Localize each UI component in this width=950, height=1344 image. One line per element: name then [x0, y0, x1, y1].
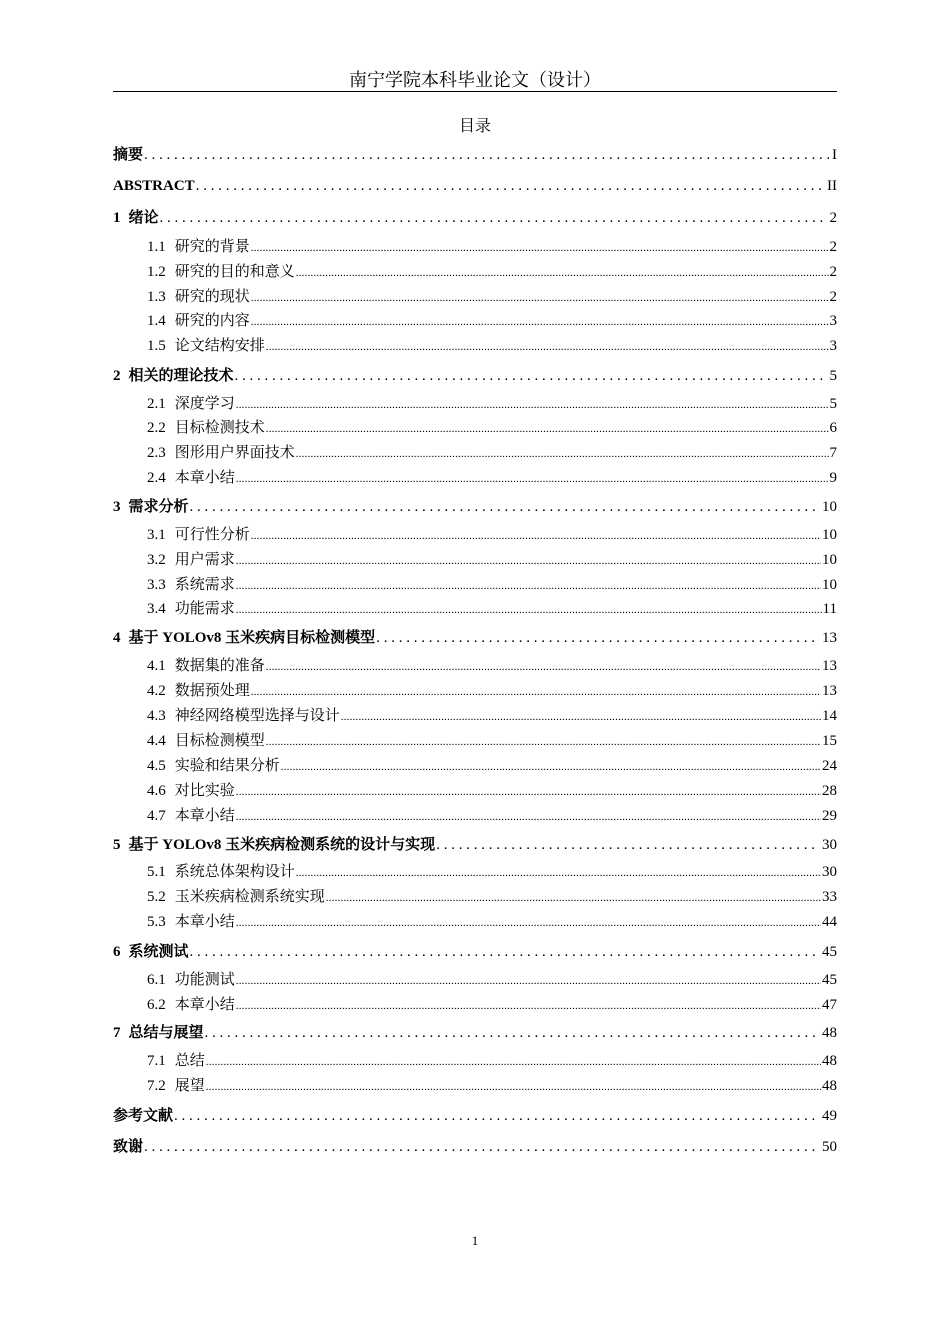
dot-leader: [206, 1076, 821, 1097]
toc-entry-label: [147, 418, 265, 438]
toc-entry-number: 3.3: [147, 577, 166, 593]
page-number: 1: [471, 1233, 479, 1248]
dot-leader: [236, 550, 821, 571]
toc-entry-number: 2: [113, 368, 121, 384]
toc-entry-page: 14: [822, 708, 837, 724]
toc-entry[interactable]: [113, 1137, 837, 1157]
toc-entry-text: 本章小结: [174, 997, 235, 1013]
dot-leader: [266, 731, 821, 752]
toc-entry-text: 相关的理论技术: [128, 368, 234, 384]
toc-entry-page: II: [827, 178, 837, 194]
toc-entry-label: [113, 628, 375, 648]
toc-entry-label: [113, 1023, 204, 1043]
toc-entry-label: [113, 835, 435, 855]
toc-entry-number: 2.4: [147, 470, 166, 486]
toc-entry[interactable]: [147, 418, 837, 439]
toc-entry-text: 总结与展望: [128, 1025, 204, 1041]
toc-entry[interactable]: [113, 942, 837, 962]
toc-entry-label: [147, 681, 250, 701]
dot-leader: [144, 145, 829, 165]
toc-entry-number: 1.4: [147, 313, 166, 329]
toc-entry-text: 研究的内容: [174, 313, 250, 329]
toc-entry[interactable]: [147, 550, 837, 571]
dot-leader: [296, 443, 829, 464]
dot-leader: [436, 835, 819, 855]
toc-entry-page: 2: [829, 239, 837, 255]
toc-entry-number: 6.2: [147, 997, 166, 1013]
toc-entry[interactable]: [147, 995, 837, 1016]
toc-entry-label: [147, 336, 265, 356]
dot-leader: [236, 468, 829, 489]
dot-leader: [236, 781, 821, 802]
toc-entry-text: 研究的目的和意义: [174, 264, 295, 280]
toc-entry-page: 50: [822, 1139, 837, 1155]
toc-entry-page: 13: [822, 658, 837, 674]
dot-leader: [236, 575, 821, 596]
toc-entry-label: [113, 366, 234, 386]
toc-entry-text: 基于 YOLOv8 玉米疾病目标检测模型: [128, 630, 376, 646]
toc-entry-page: 10: [822, 552, 837, 568]
dot-leader: [190, 497, 819, 517]
toc-entry-number: 1: [113, 210, 121, 226]
toc-entry-text: 基于 YOLOv8 玉米疾病检测系统的设计与实现: [128, 837, 436, 853]
dot-leader: [236, 394, 829, 415]
dot-leader: [144, 1137, 819, 1157]
toc-entry-page: 3: [829, 338, 837, 354]
toc-entry[interactable]: [147, 311, 837, 332]
toc-entry-label: [147, 599, 235, 619]
toc-entry-text: 绪论: [128, 210, 159, 226]
dot-leader: [236, 970, 821, 991]
toc-entry-label: [147, 443, 295, 463]
toc-entry[interactable]: [147, 656, 837, 677]
toc-entry[interactable]: [113, 497, 837, 517]
toc-entry[interactable]: [113, 835, 837, 855]
toc-entry-number: 7: [113, 1025, 121, 1041]
dot-leader: [190, 942, 819, 962]
toc-entry[interactable]: [147, 394, 837, 415]
toc-entry-label: [147, 262, 295, 282]
toc-entry-page: 2: [829, 264, 837, 280]
toc-entry-label: [147, 237, 250, 257]
dot-leader: [236, 995, 821, 1016]
toc-entry-label: [147, 1076, 205, 1096]
toc-entry-text: 玉米疾病检测系统实现: [174, 889, 325, 905]
toc-entry[interactable]: [147, 262, 837, 283]
toc-entry-label: [147, 706, 340, 726]
toc-entry-page: 2: [829, 289, 837, 305]
toc-entry-number: 3.4: [147, 601, 166, 617]
toc-entry[interactable]: [113, 628, 837, 648]
toc-title: 目录: [458, 118, 491, 135]
toc-entry-page: 30: [822, 837, 837, 853]
toc-entry-text: 需求分析: [128, 499, 189, 515]
toc-entry-text: 致谢: [113, 1139, 144, 1155]
toc-entry-page: 48: [822, 1025, 837, 1041]
toc-entry-text: 可行性分析: [174, 527, 250, 543]
toc-entry[interactable]: [147, 525, 837, 546]
toc-entry-label: [147, 311, 250, 331]
dot-leader: [206, 1051, 821, 1072]
toc-entry-page: 24: [822, 758, 837, 774]
dot-leader: [236, 912, 821, 933]
toc-entry[interactable]: [147, 599, 837, 620]
toc-entry-number: 4.5: [147, 758, 166, 774]
toc-entry[interactable]: [147, 706, 837, 727]
toc-entry-number: 2.1: [147, 396, 166, 412]
toc-entry-text: 数据预处理: [174, 683, 250, 699]
toc-entry-label: [147, 731, 265, 751]
toc-entry-label: [147, 656, 265, 676]
toc-entry-page: 30: [822, 864, 837, 880]
toc-entry[interactable]: [147, 862, 837, 883]
dot-leader: [236, 806, 821, 827]
toc-entry-number: 6: [113, 944, 121, 960]
toc-entry-number: 5.3: [147, 914, 166, 930]
toc-entry-page: 49: [822, 1108, 837, 1124]
toc-entry-text: 本章小结: [174, 470, 235, 486]
toc-entry[interactable]: [113, 1106, 837, 1126]
toc-entry-text: 图形用户界面技术: [174, 445, 295, 461]
toc-entry-number: 3.1: [147, 527, 166, 543]
toc-entry-page: 10: [822, 577, 837, 593]
toc-entry[interactable]: [147, 887, 837, 908]
toc-entry-number: 5: [113, 837, 121, 853]
toc-entry-label: [147, 781, 235, 801]
toc-entry-number: 6.1: [147, 972, 166, 988]
toc-entry[interactable]: [147, 970, 837, 991]
toc-entry-number: 4.1: [147, 658, 166, 674]
toc-entry-page: 5: [829, 368, 837, 384]
toc-entry-text: 目标检测技术: [174, 420, 265, 436]
toc-entry[interactable]: [147, 756, 837, 777]
toc-entry-label: [147, 287, 250, 307]
toc-entry[interactable]: [147, 1051, 837, 1072]
toc-entry[interactable]: [147, 731, 837, 752]
toc-entry-number: 4.3: [147, 708, 166, 724]
dot-leader: [376, 628, 819, 648]
toc-entry-number: 7.1: [147, 1053, 166, 1069]
toc-entry-text: 目标检测模型: [174, 733, 265, 749]
toc-entry[interactable]: [113, 208, 837, 228]
toc-entry-number: 1.1: [147, 239, 166, 255]
toc-entry-label: [113, 208, 159, 228]
toc-entry-label: [147, 756, 280, 776]
toc-entry-number: 2.2: [147, 420, 166, 436]
toc-entry-text: 系统测试: [128, 944, 189, 960]
toc-entry-page: 7: [829, 445, 837, 461]
dot-leader: [266, 336, 829, 357]
dot-leader: [174, 1106, 819, 1126]
toc-entry[interactable]: [113, 1023, 837, 1043]
toc-entry-number: 3: [113, 499, 121, 515]
toc-entry-number: 1.3: [147, 289, 166, 305]
toc-entry-text: 本章小结: [174, 914, 235, 930]
toc-entry[interactable]: [147, 912, 837, 933]
toc-entry-text: 功能需求: [174, 601, 235, 617]
toc-entry-page: 10: [822, 527, 837, 543]
toc-entry-text: 参考文献: [113, 1108, 174, 1124]
toc-entry-page: 2: [829, 210, 837, 226]
toc-entry-text: 对比实验: [174, 783, 235, 799]
toc-entry-page: 3: [829, 313, 837, 329]
toc-entry-page: 44: [822, 914, 837, 930]
dot-leader: [341, 706, 821, 727]
toc-entry-text: 论文结构安排: [174, 338, 265, 354]
toc-entry-label: [113, 145, 143, 165]
toc-entry-text: 展望: [174, 1078, 205, 1094]
toc-entry-page: 33: [822, 889, 837, 905]
toc-entry-label: [113, 942, 189, 962]
toc-entry-page: 45: [822, 972, 837, 988]
dot-leader: [236, 599, 822, 620]
toc-entry[interactable]: [113, 176, 837, 196]
toc-entry-label: [147, 1051, 205, 1071]
toc-entry-label: [113, 497, 189, 517]
toc-entry-page: 6: [829, 420, 837, 436]
toc-entry-page: 13: [822, 683, 837, 699]
toc-entry-number: 1.5: [147, 338, 166, 354]
toc-entry[interactable]: [113, 366, 837, 386]
toc-entry-text: 深度学习: [174, 396, 235, 412]
toc-entry-number: 7.2: [147, 1078, 166, 1094]
toc-entry-label: [147, 887, 325, 907]
toc-entry-text: 功能测试: [174, 972, 235, 988]
toc-entry-number: 4.6: [147, 783, 166, 799]
toc-entry-text: 研究的背景: [174, 239, 250, 255]
dot-leader: [266, 656, 821, 677]
dot-leader: [160, 208, 827, 228]
dot-leader: [281, 756, 821, 777]
toc-entry[interactable]: [147, 443, 837, 464]
toc-entry-label: [147, 995, 235, 1015]
toc-entry-number: 4.2: [147, 683, 166, 699]
toc-entry-label: [113, 1106, 173, 1126]
toc-entry[interactable]: [147, 468, 837, 489]
toc-entry-label: [147, 862, 295, 882]
dot-leader: [196, 176, 824, 196]
dot-leader: [235, 366, 827, 386]
toc-entry-page: 9: [829, 470, 837, 486]
toc-entry-number: 4: [113, 630, 121, 646]
dot-leader: [251, 311, 829, 332]
toc-entry-text: 系统总体架构设计: [174, 864, 295, 880]
toc-entry-label: [113, 1137, 143, 1157]
dot-leader: [251, 237, 829, 258]
toc-entry-label: [147, 575, 235, 595]
dot-leader: [326, 887, 821, 908]
toc-entry-page: 29: [822, 808, 837, 824]
toc-entry-page: 5: [829, 396, 837, 412]
toc-entry-text: ABSTRACT: [113, 178, 195, 194]
toc-entry[interactable]: [147, 287, 837, 308]
toc-entry-page: 13: [822, 630, 837, 646]
toc-entry[interactable]: [147, 681, 837, 702]
toc-entry-text: 实验和结果分析: [174, 758, 280, 774]
toc-entry-label: [147, 468, 235, 488]
toc-entry-text: 研究的现状: [174, 289, 250, 305]
toc-entry-number: 5.2: [147, 889, 166, 905]
toc-entry-number: 4.7: [147, 808, 166, 824]
toc-entry-page: I: [832, 147, 837, 163]
toc-entry-label: [113, 176, 195, 196]
toc-entry-page: 11: [822, 601, 837, 617]
toc-entry-label: [147, 806, 235, 826]
toc-entry[interactable]: [147, 1076, 837, 1097]
toc-entry-text: 总结: [174, 1053, 205, 1069]
toc-entry-label: [147, 394, 235, 414]
toc-entry-text: 系统需求: [174, 577, 235, 593]
toc-entry-page: 10: [822, 499, 837, 515]
dot-leader: [251, 681, 821, 702]
toc-entry-number: 5.1: [147, 864, 166, 880]
dot-leader: [296, 262, 829, 283]
toc-entry-page: 45: [822, 944, 837, 960]
dot-leader: [251, 525, 821, 546]
toc-entry-text: 神经网络模型选择与设计: [174, 708, 340, 724]
toc-entry-page: 48: [822, 1053, 837, 1069]
toc-entry-number: 4.4: [147, 733, 166, 749]
toc-entry-number: 1.2: [147, 264, 166, 280]
toc-entry-number: 2.3: [147, 445, 166, 461]
toc-entry-page: 48: [822, 1078, 837, 1094]
toc-entry-label: [147, 525, 250, 545]
dot-leader: [251, 287, 829, 308]
page-header: 南宁学院本科毕业论文（设计）: [349, 70, 601, 90]
toc-entry[interactable]: [147, 781, 837, 802]
toc-entry[interactable]: [147, 806, 837, 827]
toc-entry-page: 15: [822, 733, 837, 749]
dot-leader: [296, 862, 821, 883]
toc-entry[interactable]: [113, 145, 837, 165]
toc-entry-page: 47: [822, 997, 837, 1013]
toc-entry[interactable]: [147, 237, 837, 258]
toc-entry[interactable]: [147, 336, 837, 357]
toc-entry-text: 本章小结: [174, 808, 235, 824]
toc-entry-number: 3.2: [147, 552, 166, 568]
toc-entry-text: 数据集的准备: [174, 658, 265, 674]
header-rule: [113, 91, 837, 92]
dot-leader: [205, 1023, 819, 1043]
toc-entry-label: [147, 970, 235, 990]
toc-entry[interactable]: [147, 575, 837, 596]
toc-entry-text: 用户需求: [174, 552, 235, 568]
toc-entry-page: 28: [822, 783, 837, 799]
toc-entry-label: [147, 912, 235, 932]
dot-leader: [266, 418, 829, 439]
toc-entry-text: 摘要: [113, 147, 144, 163]
toc-entry-label: [147, 550, 235, 570]
